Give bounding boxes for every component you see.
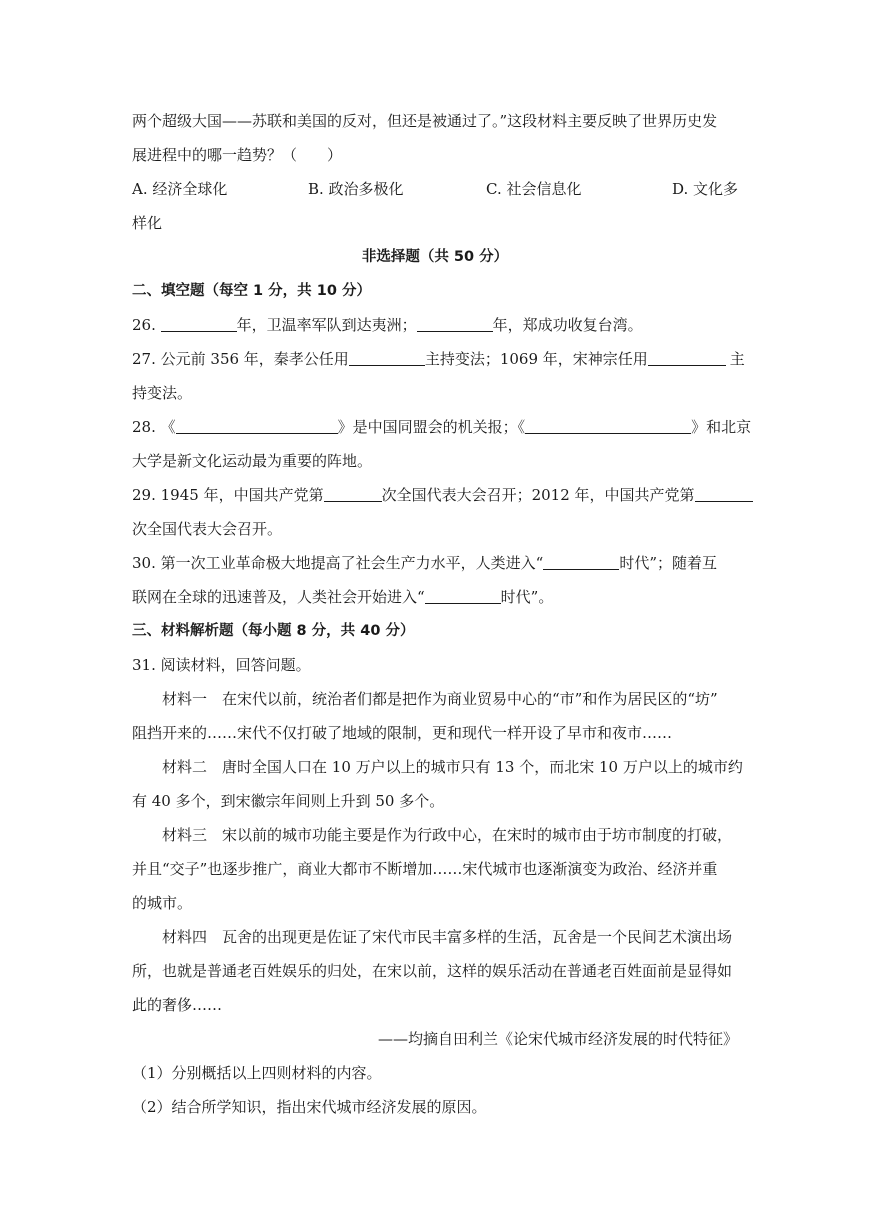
q25-option-a: A. 经济全球化 (132, 180, 228, 198)
material4-line2: 所，也就是普通老百姓娱乐的归处，在宋以前，这样的娱乐活动在普通老百姓面前是显得如 (132, 962, 733, 980)
q26-blank-1[interactable] (161, 315, 237, 332)
q31-intro: 31. 阅读材料，回答问题。 (132, 656, 311, 674)
material-source: ——均摘自田利兰《论宋代城市经济发展的时代特征》 (377, 1030, 738, 1048)
q26-blank-2[interactable] (417, 315, 493, 332)
q25-option-d-continued: 样化 (132, 214, 163, 232)
q27-text-1: 公元前 356 年，秦孝公任用 (160, 350, 349, 368)
q25-options (132, 172, 738, 206)
q29-blank-2[interactable] (695, 485, 753, 502)
q29-line1 (132, 478, 738, 512)
material1-line1: 材料一 在宋代以前，统治者们都是把作为商业贸易中心的“市”和作为居民区的“坊” (162, 690, 718, 708)
material3-line3: 的城市。 (132, 894, 193, 912)
q25-option-d: D. 文化多 (671, 180, 738, 198)
q26-number: 26. (132, 316, 156, 334)
material4-line3: 此的奢侈…… (132, 996, 223, 1014)
q28-line1 (132, 410, 752, 444)
q30-text-1: 第一次工业革命极大地提高了社会生产力水平，人类进入“ (160, 554, 544, 572)
q25-stem-line2: 展进程中的哪一趋势？（ ） (132, 146, 343, 164)
q31-sub-question-1: （1）分别概括以上四则材料的内容。 (132, 1064, 382, 1082)
q26 (132, 308, 738, 342)
q27-line2: 持变法。 (132, 384, 193, 402)
q28-text-1: 《 (160, 418, 176, 436)
q28-blank-1[interactable] (176, 417, 338, 434)
q30-text-3: 联网在全球的迅速普及，人类社会开始进入“ (132, 588, 425, 606)
q27-blank-1[interactable] (349, 349, 425, 366)
exam-page (132, 104, 752, 1124)
q27-text-2: 主持变法；1069 年，宋神宗任用 (424, 350, 648, 368)
q29-text-1: 29. 1945 年，中国共产党第 (132, 486, 324, 504)
q25-option-b: B. 政治多极化 (308, 180, 404, 198)
q25-option-c: C. 社会信息化 (486, 180, 582, 198)
q31-sub-question-2: （2）结合所学知识，指出宋代城市经济发展的原因。 (132, 1098, 487, 1116)
q30-line2 (132, 580, 738, 614)
section3-heading: 三、材料解析题（每小题 8 分，共 40 分） (132, 623, 415, 639)
q30-blank-1[interactable] (543, 553, 619, 570)
material3-line2: 并且“交子”也逐步推广，商业大都市不断增加……宋代城市也逐渐演变为政治、经济并重 (132, 860, 718, 878)
q30-text-4: 时代”。 (500, 588, 554, 606)
material4-line1: 材料四 瓦舍的出现更是佐证了宋代市民丰富多样的生活，瓦舍是一个民间艺术演出场 (162, 928, 733, 946)
q28-text-2: 》是中国同盟会的机关报；《 (337, 418, 526, 436)
material3-line1: 材料三 宋以前的城市功能主要是作为行政中心，在宋时的城市由于坊市制度的打破， (162, 826, 733, 844)
q28-number: 28. (132, 418, 156, 436)
material2-line1: 材料二 唐时全国人口在 10 万户以上的城市只有 13 个，而北宋 10 万户以上的城市约 (162, 758, 743, 776)
q30-blank-2[interactable] (425, 587, 501, 604)
section2-heading: 二、填空题（每空 1 分，共 10 分） (132, 283, 371, 299)
q30-number: 30. (132, 554, 156, 572)
material2-line2: 有 40 多个，到宋徽宗年间则上升到 50 多个。 (132, 792, 445, 810)
q27-blank-2[interactable] (648, 349, 726, 366)
q29-blank-1[interactable] (324, 485, 382, 502)
q29-text-2: 次全国代表大会召开；2012 年，中国共产党第 (381, 486, 695, 504)
q27-line1 (132, 342, 745, 376)
q30-text-2: 时代”；随着互 (619, 554, 717, 572)
q30-line1 (132, 546, 738, 580)
material1-line2: 阻挡开来的……宋代不仅打破了地域的限制，更和现代一样开设了早市和夜市…… (132, 724, 673, 742)
q26-text-1: 年，卫温率军队到达夷洲； (236, 316, 417, 334)
q26-text-2: 年，郑成功收复台湾。 (492, 316, 643, 334)
q25-stem-line1: 两个超级大国——苏联和美国的反对，但还是被通过了。”这段材料主要反映了世界历史发 (132, 112, 718, 130)
q29-line2: 次全国代表大会召开。 (132, 520, 283, 538)
q28-blank-2[interactable] (525, 417, 691, 434)
q27-text-3: 主 (729, 350, 745, 368)
q28-line2: 大学是新文化运动最为重要的阵地。 (132, 452, 373, 470)
q27-number: 27. (132, 350, 156, 368)
section-title: 非选择题（共 50 分） (361, 249, 509, 265)
q28-text-3: 》和北京 (691, 418, 752, 436)
